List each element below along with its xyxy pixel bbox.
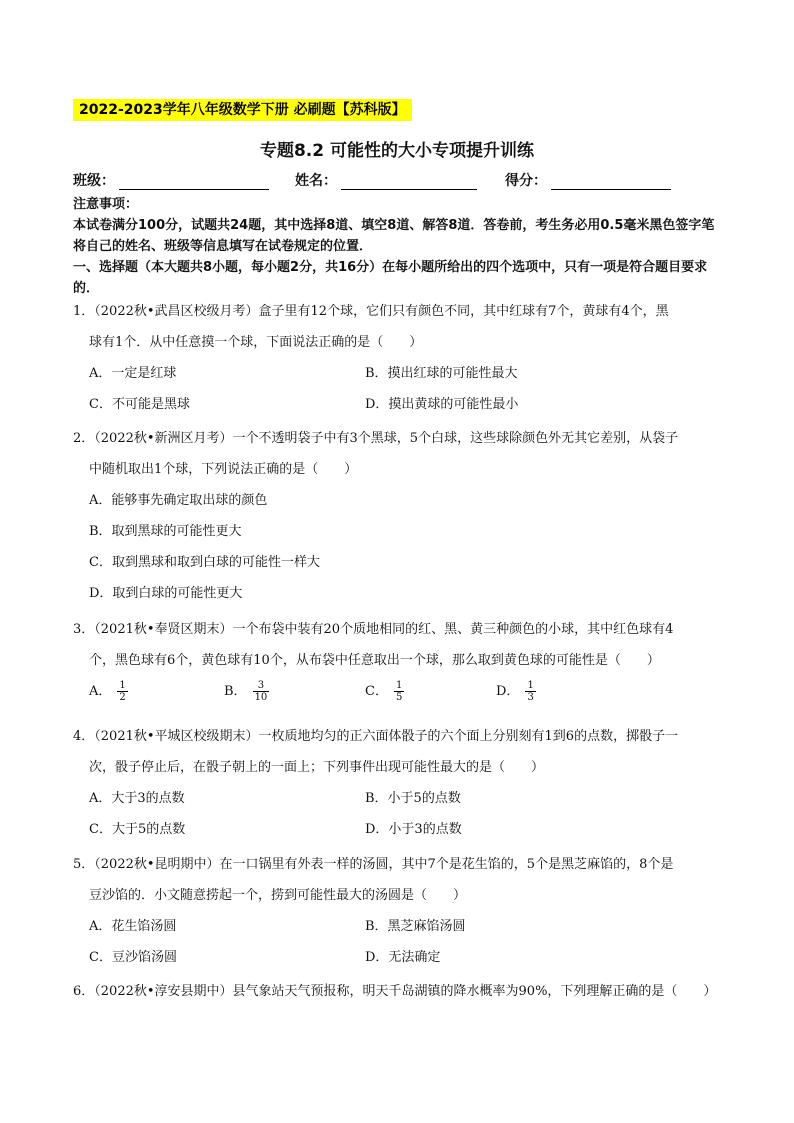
question-stem-line: 个，黑色球有6个，黄色球有10个，从布袋中任意取出一个球，那么取到黄色球的可能性是（ ） bbox=[89, 653, 660, 668]
option-c[interactable]: C．豆沙馅汤圆 bbox=[89, 950, 177, 965]
option-a[interactable]: A．花生馅汤圆 bbox=[89, 919, 177, 934]
question-4 bbox=[73, 721, 728, 845]
question-stem bbox=[73, 721, 728, 783]
option-d[interactable]: D．摸出黄球的可能性最小 bbox=[365, 397, 519, 412]
question-stem bbox=[73, 423, 728, 485]
fraction-numerator: 1 bbox=[395, 680, 403, 691]
fraction-denominator: 3 bbox=[527, 692, 534, 703]
option-row bbox=[73, 783, 728, 814]
option-row bbox=[73, 911, 728, 942]
header-banner: 2022-2023学年八年级数学下册 必刷题【苏科版】 bbox=[73, 99, 412, 121]
question-6 bbox=[73, 976, 728, 1007]
notice-line: 本试卷满分100分，试题共24题，其中选择8道、填空8道、解答8道．答卷前，考生务必用0.5毫米黑色签字笔将自己的姓名、班级等信息填写在试卷规定的位置． bbox=[73, 218, 715, 254]
option-c[interactable]: C．大于5的点数 bbox=[89, 822, 186, 837]
question-stem bbox=[73, 976, 728, 1007]
option-b[interactable]: B．取到黑球的可能性更大 bbox=[89, 524, 242, 539]
option-b[interactable] bbox=[224, 676, 269, 707]
option-c[interactable]: C．不可能是黑球 bbox=[89, 397, 190, 412]
option-d[interactable]: D．无法确定 bbox=[365, 950, 441, 965]
question-stem-line: 6．（2022秋•淳安县期中）县气象站天气预报称，明天千岛湖镇的降水概率为90%，下列理解正确的是（ ） bbox=[73, 984, 717, 999]
notice-heading: 注意事项： bbox=[73, 197, 139, 212]
class-field bbox=[73, 170, 269, 190]
option-a[interactable] bbox=[89, 676, 128, 707]
name-label: 姓名： bbox=[295, 173, 337, 189]
question-1 bbox=[73, 296, 728, 420]
fraction bbox=[525, 680, 535, 703]
score-blank[interactable] bbox=[551, 175, 671, 190]
student-info-row bbox=[73, 170, 733, 192]
question-stem-line: 2．（2022秋•新洲区月考）一个不透明袋子中有3个黑球，5个白球，这些球除颜色外无其它差别，从袋子 bbox=[73, 431, 679, 446]
option-letter: A． bbox=[89, 684, 112, 699]
option-d[interactable] bbox=[496, 676, 536, 707]
question-stem bbox=[73, 614, 728, 676]
fraction-denominator: 10 bbox=[254, 692, 268, 703]
question-stem-line: 5．（2022秋•昆明期中）在一口锅里有外表一样的汤圆，其中7个是花生馅的，5个是黑芝麻馅的，8个是 bbox=[73, 857, 674, 872]
question-stem bbox=[73, 849, 728, 911]
question-stem-line: 球有1个．从中任意摸一个球，下面说法正确的是（ ） bbox=[89, 335, 423, 350]
fraction bbox=[117, 680, 127, 703]
page-title: 专题8.2 可能性的大小专项提升训练 bbox=[259, 141, 535, 161]
section-heading: 一、选择题（本大题共8小题，每小题2分，共16分）在每小题所给出的四个选项中，只有一项是符合题目要求的． bbox=[73, 260, 708, 296]
option-c[interactable]: C．取到黑球和取到白球的可能性一样大 bbox=[89, 555, 320, 570]
question-stem-line: 3．（2021秋•奉贤区期末）一个布袋中装有20个质地相同的红、黑、黄三种颜色的小球，其中红色球有4 bbox=[73, 622, 674, 637]
class-blank[interactable] bbox=[119, 175, 269, 190]
header-banner-wrap bbox=[73, 99, 412, 121]
score-field bbox=[505, 170, 671, 190]
option-a[interactable]: A．大于3的点数 bbox=[89, 791, 185, 806]
fraction-denominator: 5 bbox=[395, 692, 403, 703]
fraction-numerator: 1 bbox=[527, 680, 534, 691]
option-d[interactable]: D．小于3的点数 bbox=[365, 822, 462, 837]
option-c[interactable] bbox=[365, 676, 404, 707]
option-letter: B． bbox=[224, 684, 247, 699]
option-b[interactable]: B．小于5的点数 bbox=[365, 791, 461, 806]
option-b[interactable]: B．黑芝麻馅汤圆 bbox=[365, 919, 466, 934]
question-stem bbox=[73, 296, 728, 358]
question-stem-line: 4．（2021秋•平城区校级期末）一枚质地均匀的正六面体骰子的六个面上分别刻有1到6的点数，掷骰子一 bbox=[73, 729, 679, 744]
fraction-denominator: 2 bbox=[119, 692, 126, 703]
option-row bbox=[73, 942, 728, 973]
name-blank[interactable] bbox=[341, 175, 477, 190]
question-3 bbox=[73, 614, 728, 710]
option-letter: D． bbox=[496, 684, 520, 699]
question-stem-line: 1．（2022秋•武昌区校级月考）盒子里有12个球，它们只有颜色不同，其中红球有7个，黄球有4个，黑 bbox=[73, 304, 669, 319]
option-a[interactable]: A．一定是红球 bbox=[89, 366, 177, 381]
option-d[interactable]: D．取到白球的可能性更大 bbox=[89, 586, 243, 601]
fraction bbox=[253, 680, 270, 703]
question-5 bbox=[73, 849, 728, 973]
question-stem-line: 次，骰子停止后，在骰子朝上的一面上；下列事件出现可能性最大的是（ ） bbox=[89, 760, 545, 775]
option-row bbox=[73, 814, 728, 845]
question-stem-line: 中随机取出1个球，下列说法正确的是（ ） bbox=[89, 462, 358, 477]
option-row bbox=[73, 676, 728, 710]
fraction-numerator: 1 bbox=[119, 680, 126, 691]
name-field bbox=[295, 170, 477, 190]
option-b[interactable]: B．摸出红球的可能性最大 bbox=[365, 366, 518, 381]
fraction bbox=[394, 680, 404, 703]
class-label: 班级： bbox=[73, 173, 115, 189]
fraction-numerator: 3 bbox=[253, 680, 270, 692]
option-row bbox=[73, 358, 728, 389]
option-row bbox=[73, 389, 728, 420]
notice-section bbox=[73, 194, 723, 299]
option-a[interactable]: A．能够事先确定取出球的颜色 bbox=[89, 493, 268, 508]
option-letter: C． bbox=[365, 684, 388, 699]
question-stem-line: 豆沙馅的．小文随意捞起一个，捞到可能性最大的汤圆是（ ） bbox=[89, 888, 467, 903]
score-label: 得分： bbox=[505, 173, 547, 189]
question-2 bbox=[73, 423, 728, 609]
